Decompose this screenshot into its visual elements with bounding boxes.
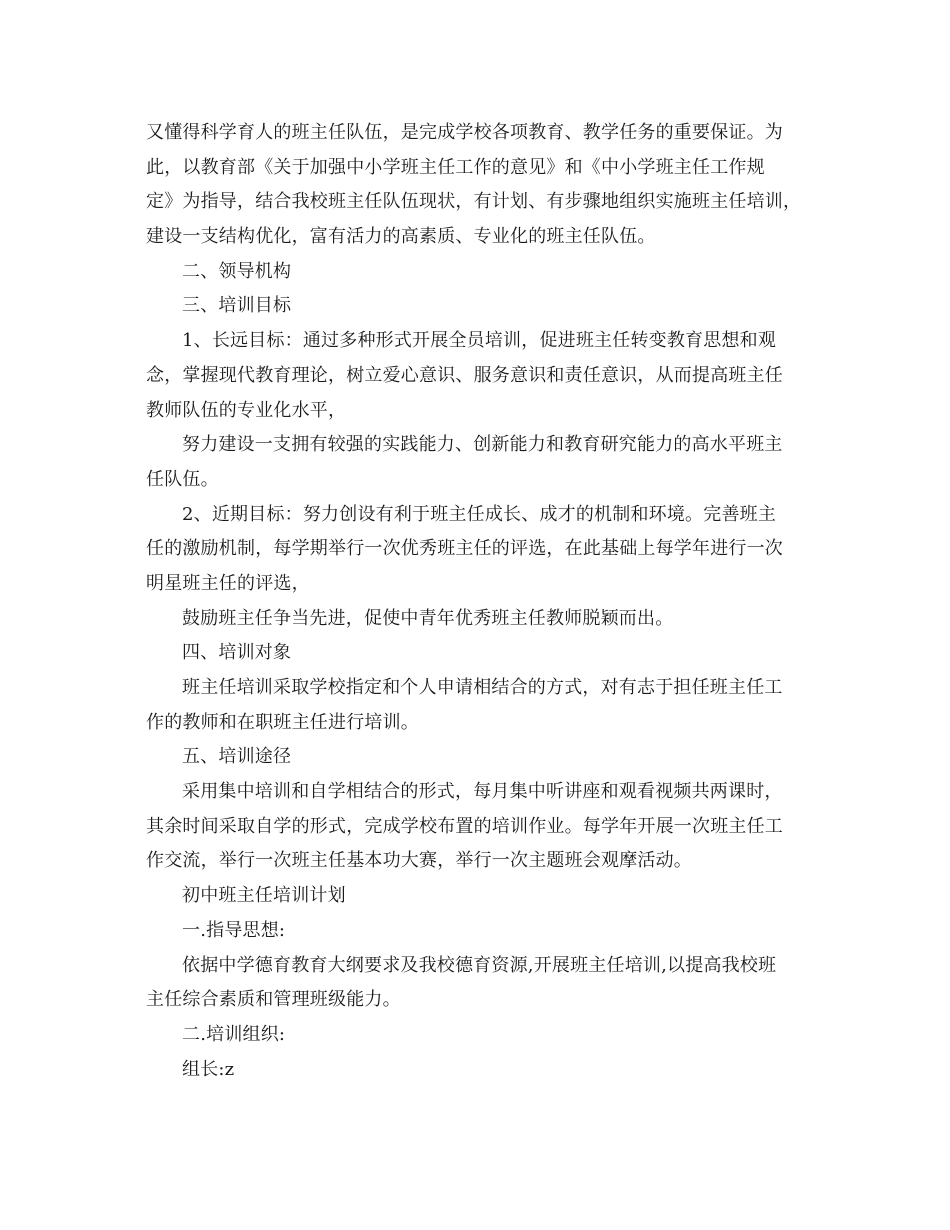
- text-line: 班主任培训采取学校指定和个人申请相结合的方式，对有志于担任班主任工: [182, 677, 783, 698]
- text-line: 作交流，举行一次班主任基本功大赛，举行一次主题班会观摩活动。: [146, 850, 692, 872]
- section-heading: 四、培训对象: [182, 642, 292, 664]
- text-line: 主任综合素质和管理班级能力。: [146, 989, 401, 1011]
- text-line: 任队伍。: [146, 468, 219, 490]
- text-line: 努力建设一支拥有较强的实践能力、创新能力和教育研究能力的高水平班主: [182, 434, 783, 456]
- text-line: 依据中学德育教育大纲要求及我校德育资源,开展班主任培训,以提高我校班: [182, 954, 777, 976]
- text-line: 此，以教育部《关于加强中小学班主任工作的意见》和《中小学班主任工作规: [146, 156, 765, 178]
- text-line: 念，掌握现代教育理论，树立爱心意识、服务意识和责任意识，从而提高班主任: [146, 364, 783, 386]
- text-line: 其余时间采取自学的形式，完成学校布置的培训作业。每学年开展一次班主任工: [146, 815, 783, 837]
- text-line: 作的教师和在职班主任进行培训。: [146, 711, 419, 733]
- document-body: [146, 116, 812, 1087]
- text-line: 明星班主任的评选，: [146, 572, 310, 594]
- text-line: 建设一支结构优化，富有活力的高素质、专业化的班主任队伍。: [146, 226, 656, 248]
- text-line: 定》为指导，结合我校班主任队伍现状，有计划、有步骤地组织实施班主任培训，: [146, 191, 802, 213]
- section-heading: 一.指导思想:: [182, 919, 286, 941]
- section-heading: 二.培训组织:: [182, 1023, 286, 1045]
- text-line: 任的激励机制，每学期举行一次优秀班主任的评选，在此基础上每学年进行一次: [146, 538, 783, 560]
- text-line: 教师队伍的专业化水平，: [146, 399, 347, 421]
- document-subtitle: 初中班主任培训计划: [182, 885, 346, 907]
- text-line: 1、长远目标：通过多种形式开展全员培训，促进班主任转变教育思想和观: [182, 330, 777, 352]
- text-line: 采用集中培训和自学相结合的形式，每月集中听讲座和观看视频共两课时，: [182, 781, 783, 803]
- text-line: 2、近期目标：努力创设有利于班主任成长、成才的机制和环境。完善班主: [182, 503, 777, 525]
- text-line: 组长:z: [182, 1058, 235, 1080]
- section-heading: 三、培训目标: [182, 295, 292, 317]
- text-line: 又懂得科学育人的班主任队伍，是完成学校各项教育、教学任务的重要保证。为: [146, 122, 783, 143]
- section-heading: 二、领导机构: [182, 260, 292, 282]
- text-line: 鼓励班主任争当先进，促使中青年优秀班主任教师脱颖而出。: [182, 607, 674, 629]
- section-heading: 五、培训途径: [182, 746, 292, 768]
